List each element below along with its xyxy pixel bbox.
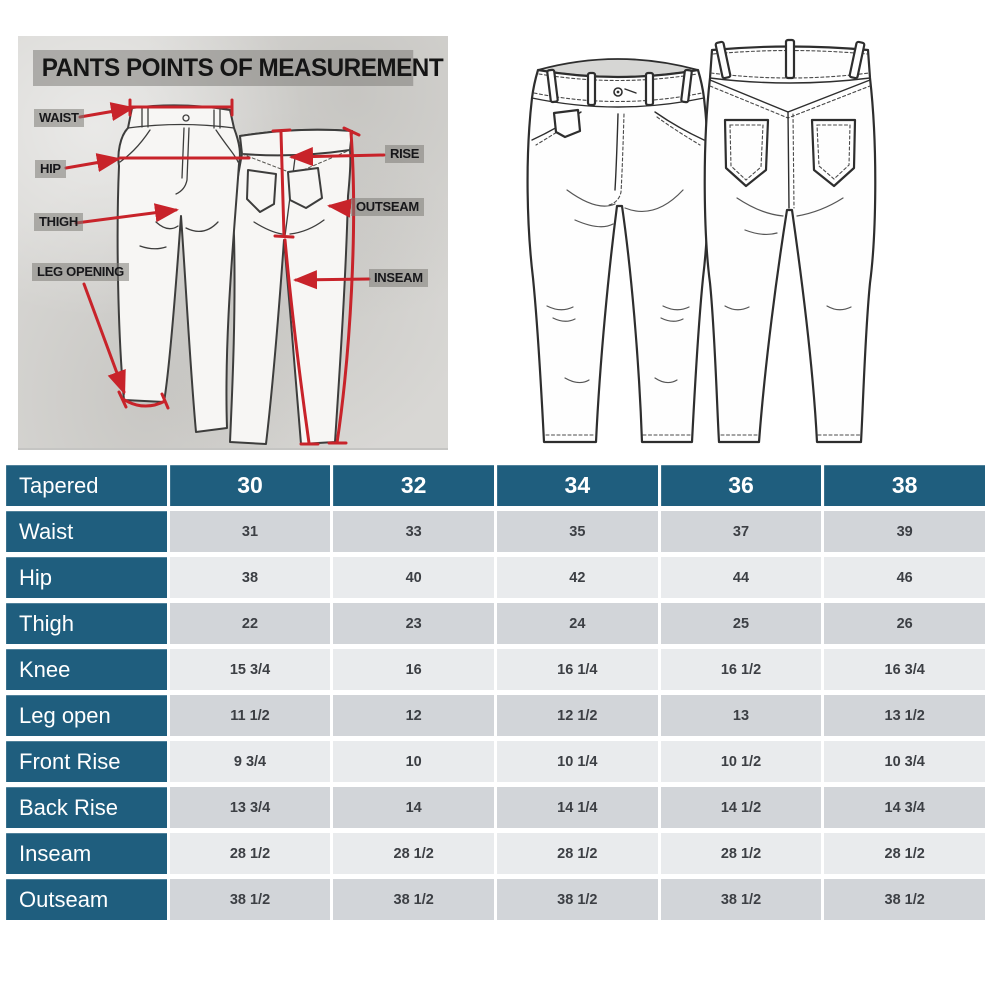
table-cell: 12: [333, 695, 494, 736]
table-cell: 38 1/2: [170, 879, 331, 920]
size-column-header-30: 30: [170, 465, 331, 506]
table-cell: 23: [333, 603, 494, 644]
row-header-thigh: Thigh: [6, 603, 167, 644]
label-chip-inseam: INSEAM: [369, 269, 428, 287]
table-cell: 46: [824, 557, 985, 598]
jean-front-view-sketch: [528, 59, 709, 442]
waist-arrow: [80, 108, 132, 117]
pants-measurement-sketch: [18, 36, 448, 448]
label-chip-waist: WAIST: [34, 109, 84, 127]
table-cell: 28 1/2: [824, 833, 985, 874]
table-cell: 16: [333, 649, 494, 690]
table-cell: 37: [661, 511, 822, 552]
table-cell: 14 3/4: [824, 787, 985, 828]
outseam-arrow: [330, 206, 349, 208]
table-cell: 35: [497, 511, 658, 552]
jean-back-view-sketch: [705, 40, 876, 442]
table-cell: 14: [333, 787, 494, 828]
table-cell: 13 3/4: [170, 787, 331, 828]
table-cell: 39: [824, 511, 985, 552]
table-cell: 10 1/2: [661, 741, 822, 782]
table-cell: 10 3/4: [824, 741, 985, 782]
label-chip-outseam: OUTSEAM: [351, 198, 424, 216]
row-header-leg-open: Leg open: [6, 695, 167, 736]
table-cell: 15 3/4: [170, 649, 331, 690]
table-cell: 16 1/2: [661, 649, 822, 690]
row-header-front-rise: Front Rise: [6, 741, 167, 782]
table-cell: 10 1/4: [497, 741, 658, 782]
label-chip-rise: RISE: [385, 145, 424, 163]
front-pant-sketch: [118, 105, 240, 432]
rise-arrow: [292, 155, 384, 157]
table-cell: 40: [333, 557, 494, 598]
table-cell: 12 1/2: [497, 695, 658, 736]
row-header-hip: Hip: [6, 557, 167, 598]
table-cell: 24: [497, 603, 658, 644]
table-cell: 26: [824, 603, 985, 644]
table-cell: 14 1/2: [661, 787, 822, 828]
table-cell: 31: [170, 511, 331, 552]
label-chip-leg-opening: LEG OPENING: [32, 263, 129, 281]
table-cell: 38 1/2: [824, 879, 985, 920]
table-cell: 22: [170, 603, 331, 644]
size-column-header-36: 36: [661, 465, 822, 506]
table-cell: 28 1/2: [170, 833, 331, 874]
table-cell: 13: [661, 695, 822, 736]
row-header-inseam: Inseam: [6, 833, 167, 874]
size-column-header-34: 34: [497, 465, 658, 506]
table-cell: 28 1/2: [333, 833, 494, 874]
label-chip-thigh: THIGH: [34, 213, 83, 231]
table-cell: 14 1/4: [497, 787, 658, 828]
table-cell: 11 1/2: [170, 695, 331, 736]
row-header-waist: Waist: [6, 511, 167, 552]
table-cell: 38: [170, 557, 331, 598]
table-cell: 9 3/4: [170, 741, 331, 782]
row-header-back-rise: Back Rise: [6, 787, 167, 828]
table-cell: 28 1/2: [661, 833, 822, 874]
measurement-diagram-panel: [18, 36, 448, 448]
inseam-arrow: [296, 279, 369, 280]
table-cell: 25: [661, 603, 822, 644]
table-cell: 28 1/2: [497, 833, 658, 874]
table-cell: 38 1/2: [333, 879, 494, 920]
table-cell: 44: [661, 557, 822, 598]
table-cell: 38 1/2: [661, 879, 822, 920]
table-corner-label: Tapered: [6, 465, 167, 506]
row-header-outseam: Outseam: [6, 879, 167, 920]
size-column-header-32: 32: [333, 465, 494, 506]
table-cell: 16 1/4: [497, 649, 658, 690]
table-cell: 38 1/2: [497, 879, 658, 920]
hip-arrow: [66, 159, 118, 168]
size-column-header-38: 38: [824, 465, 985, 506]
table-cell: 16 3/4: [824, 649, 985, 690]
table-cell: 42: [497, 557, 658, 598]
table-cell: 33: [333, 511, 494, 552]
table-cell: 10: [333, 741, 494, 782]
row-header-knee: Knee: [6, 649, 167, 690]
table-cell: 13 1/2: [824, 695, 985, 736]
jean-flat-sketches: [505, 18, 995, 453]
diagram-title: PANTS POINTS OF MEASUREMENT: [33, 50, 413, 86]
size-table: [6, 465, 985, 920]
label-chip-hip: HIP: [35, 160, 66, 178]
